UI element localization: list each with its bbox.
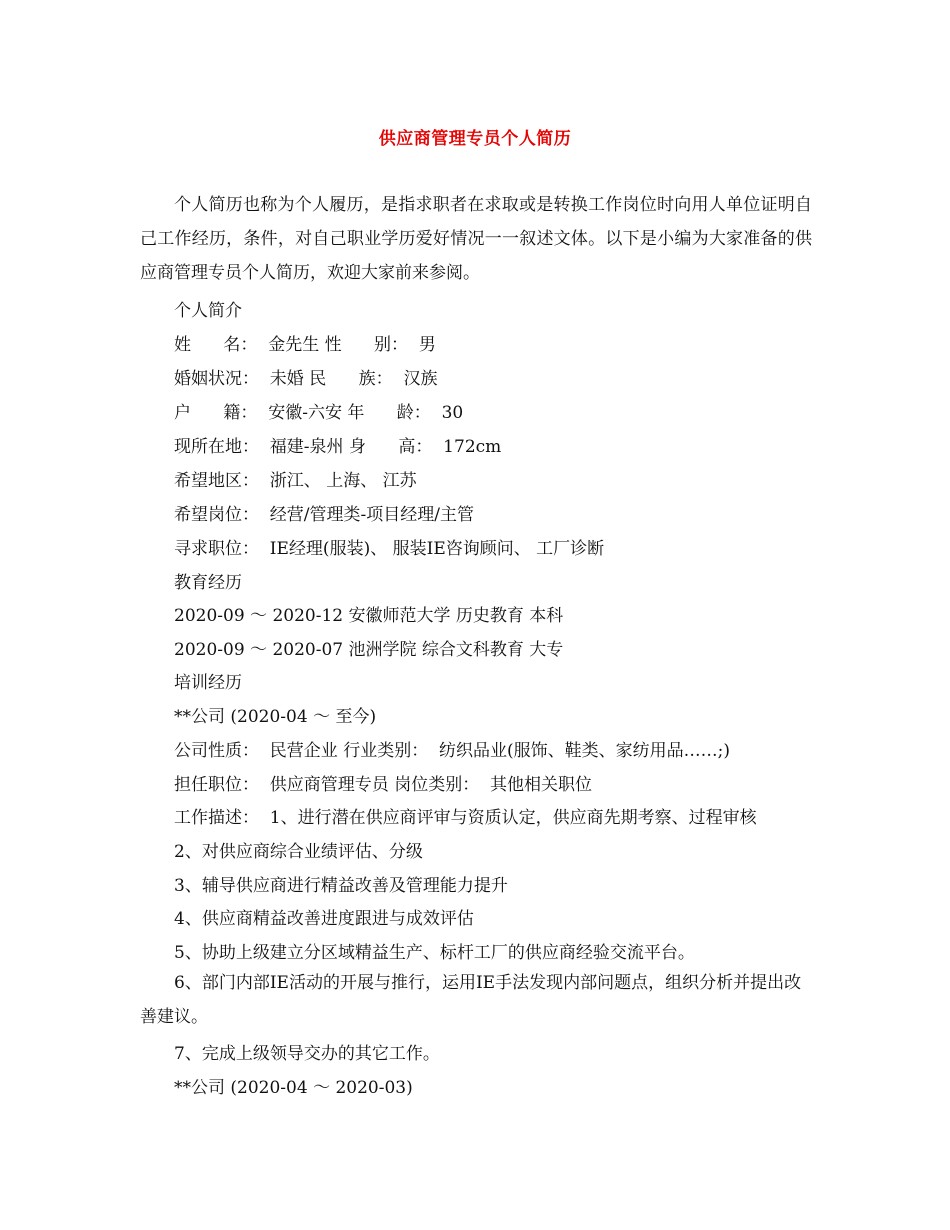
job-description-item: 3、辅导供应商进行精益改善及管理能力提升: [174, 876, 508, 896]
section-heading-training: 培训经历: [174, 673, 242, 693]
education-entry: 2020-09 ～ 2020-12 安徽师范大学 历史教育 本科: [174, 606, 564, 626]
profile-marital-ethnicity: 婚姻状况： 未婚 民 族： 汉族: [174, 369, 438, 389]
job-description-item: 2、对供应商综合业绩评估、分级: [174, 842, 423, 862]
profile-desired-region: 希望地区： 浙江、 上海、 江苏: [174, 471, 417, 491]
job-description-item: 工作描述： 1、进行潜在供应商评审与资质认定，供应商先期考察、过程审核: [174, 808, 757, 828]
job-description-item: 7、完成上级领导交办的其它工作。: [174, 1044, 440, 1064]
intro-paragraph: 个人简历也称为个人履历，是指求职者在求取或是转换工作岗位时向用人单位证明自己工作经历，条件，对自己职业学历爱好情况一一叙述文体。以下是小编为大家准备的供应商管理专员个人简历，欢迎大家前来参阅。: [140, 195, 812, 283]
profile-sought-job: 寻求职位： IE经理(服装)、 服装IE咨询顾问、 工厂诊断: [174, 539, 605, 559]
job-description-item: 5、协助上级建立分区域精益生产、标杆工厂的供应商经验交流平台。: [174, 943, 695, 963]
company-header: **公司 (2020-04 ～ 2020-03): [174, 1078, 413, 1098]
profile-hukou-age: 户 籍： 安徽-六安 年 龄： 30: [174, 403, 464, 423]
profile-desired-position: 希望岗位： 经营/管理类-项目经理/主管: [174, 505, 475, 525]
profile-location-height: 现所在地： 福建-泉州 身 高： 172cm: [174, 437, 502, 457]
section-heading-education: 教育经历: [174, 573, 242, 593]
job-description-item-wrapped: 6、部门内部IE活动的开展与推行，运用IE手法发现内部问题点，组织分析并提出改善建议。: [140, 973, 802, 1027]
company-nature-industry: 公司性质： 民营企业 行业类别： 纺织品业(服饰、鞋类、家纺用品……;): [174, 741, 731, 761]
profile-name-gender: 姓 名： 金先生 性 别： 男: [174, 335, 436, 355]
document-title: 供应商管理专员个人简历: [378, 129, 572, 149]
company-header: **公司 (2020-04 ～ 至今): [174, 707, 377, 727]
section-heading-profile: 个人简介: [174, 301, 242, 321]
job-description-item: 4、供应商精益改善进度跟进与成效评估: [174, 909, 474, 929]
education-entry: 2020-09 ～ 2020-07 池洲学院 综合文科教育 大专: [174, 640, 564, 660]
job-title-category: 担任职位： 供应商管理专员 岗位类别： 其他相关职位: [174, 775, 593, 795]
